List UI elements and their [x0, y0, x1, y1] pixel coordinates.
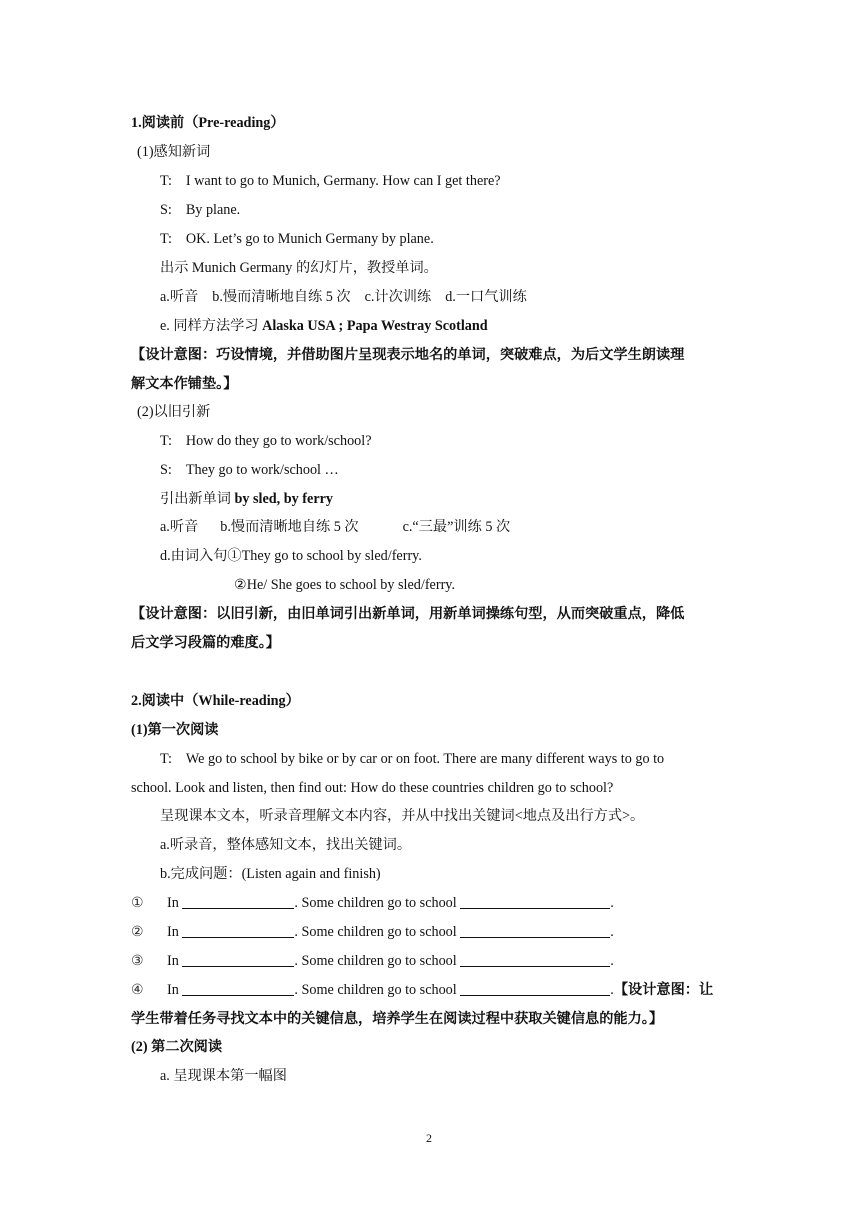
section1-sub2: (2)以旧引新	[137, 404, 211, 420]
instruction-line: a.听录音，整体感知文本，找出关键词。	[160, 837, 412, 853]
design-intent: 解文本作铺垫。】	[131, 376, 238, 392]
page-number: 2	[426, 1131, 432, 1145]
exercise-item: ② In . Some children go to school .	[131, 924, 614, 940]
design-intent: 【设计意图：巧设情境，并借助图片呈现表示地名的单词，突破难点，为后文学生朗读理	[131, 347, 685, 363]
exercise-item: ③ In . Some children go to school .	[131, 953, 614, 969]
exercise-item: ① In . Some children go to school .	[131, 895, 614, 911]
instruction-line: 出示 Munich Germany 的幻灯片，教授单词。	[160, 260, 438, 276]
new-words-line: 引出新单词 by sled, by ferry	[160, 491, 334, 507]
instruction-line: b.完成问题：(Listen again and finish)	[160, 866, 381, 882]
section1-sub1: (1)感知新词	[137, 144, 211, 160]
design-intent: 后文学习段篇的难度。】	[131, 635, 280, 651]
dialogue-line: T: OK. Let’s go to Munich Germany by plane.	[160, 231, 434, 247]
answer-blank[interactable]	[182, 924, 294, 938]
answer-blank[interactable]	[182, 895, 294, 909]
dialogue-line: school. Look and listen, then find out: How do these countries children go to school?	[131, 780, 614, 796]
practice-steps: a.听音 b.慢而清晰地自练 5 次 c.“三最”训练 5 次	[160, 519, 511, 535]
answer-blank[interactable]	[460, 895, 610, 909]
instruction-line: a. 呈现课本第一幅图	[160, 1068, 287, 1084]
dialogue-line: T: We go to school by bike or by car or on foot. There are many different ways to go to	[160, 751, 665, 767]
practice-step-e: e. 同样方法学习 Alaska USA ; Papa Westray Scotland	[160, 318, 488, 334]
section2-heading: 2.阅读中（While-reading）	[131, 693, 300, 709]
design-intent: 学生带着任务寻找文本中的关键信息，培养学生在阅读过程中获取关键信息的能力。】	[131, 1011, 664, 1027]
answer-blank[interactable]	[460, 982, 610, 996]
section2-sub1: (1)第一次阅读	[131, 722, 219, 738]
sentence-line: ②He/ She goes to school by sled/ferry.	[234, 577, 456, 593]
answer-blank[interactable]	[460, 924, 610, 938]
dialogue-line: T: How do they go to work/school?	[160, 433, 372, 449]
answer-blank[interactable]	[460, 953, 610, 967]
practice-steps: a.听音 b.慢而清晰地自练 5 次 c.计次训练 d.一口气训练	[160, 289, 527, 305]
dialogue-line: S: By plane.	[160, 202, 241, 218]
dialogue-line: T: I want to go to Munich, Germany. How can I get there?	[160, 173, 501, 189]
design-intent: 【设计意图：让	[613, 982, 714, 998]
design-intent: 【设计意图：以旧引新，由旧单词引出新单词，用新单词操练句型，从而突破重点，降低	[131, 606, 685, 622]
section2-sub2: (2) 第二次阅读	[131, 1039, 223, 1055]
dialogue-line: S: They go to work/school …	[160, 462, 339, 478]
instruction-line: 呈现课本文本，听录音理解文本内容，并从中找出关键词<地点及出行方式>。	[160, 808, 645, 824]
answer-blank[interactable]	[182, 982, 294, 996]
sentence-line: d.由词入句①They go to school by sled/ferry.	[160, 548, 422, 564]
exercise-item: ④ In . Some children go to school .【设计意图：让	[131, 982, 714, 998]
answer-blank[interactable]	[182, 953, 294, 967]
section1-heading: 1.阅读前（Pre-reading）	[131, 115, 285, 131]
